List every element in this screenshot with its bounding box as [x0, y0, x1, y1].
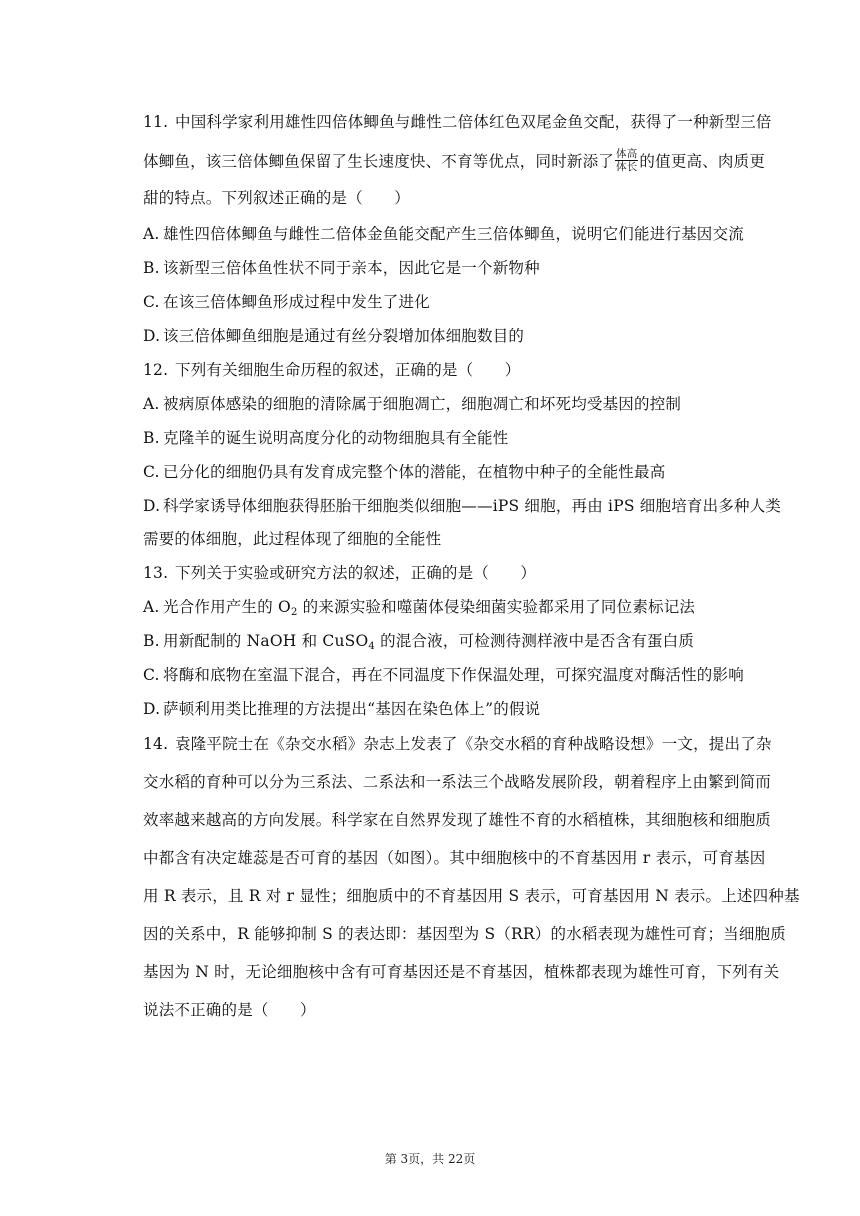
- q11-option-b: [143, 258, 753, 278]
- q14-text: 袁隆平院士在《杂交水稻》杂志上发表了《杂交水稻的育种战略设想》一文，提出了杂: [175, 735, 772, 753]
- subscript: 4: [368, 641, 375, 652]
- q12-option-d-continued: 需要的体细胞，此过程体现了细胞的全能性: [143, 530, 442, 548]
- q14-line-6: 因的关系中，R 能够抑制 S 的表达即：基因型为 S（RR）的水稻表现为雄性可育；当细胞质: [143, 925, 786, 943]
- q13-option-a: [143, 597, 753, 617]
- q12-number: 12.: [143, 361, 169, 379]
- option-letter: A.: [143, 225, 160, 243]
- q13-option-c: [143, 665, 753, 685]
- option-letter: B.: [143, 632, 160, 650]
- q11-number: 11.: [143, 113, 169, 131]
- option-letter: C.: [143, 293, 160, 311]
- q14-number: 14.: [143, 735, 169, 753]
- option-text: 该新型三倍体鱼性状不同于亲本，因此它是一个新物种: [163, 259, 540, 277]
- option-letter: A.: [143, 598, 160, 616]
- option-text: 雄性四倍体鲫鱼与雌性二倍体金鱼能交配产生三倍体鲫鱼，说明它们能进行基因交流: [163, 225, 744, 243]
- option-letter: D.: [143, 700, 161, 718]
- option-text: 已分化的细胞仍具有发育成完整个体的潜能，在植物中种子的全能性最高: [163, 463, 666, 481]
- q11-line-2: [143, 148, 766, 175]
- option-letter: D.: [143, 327, 161, 345]
- option-text: 用新配制的 NaOH 和 CuSO: [163, 632, 369, 650]
- q12-stem: [143, 360, 753, 380]
- q12-option-b: [143, 428, 753, 448]
- subscript: 2: [290, 607, 298, 618]
- q12-option-d: [143, 496, 782, 516]
- option-text: 科学家诱导体细胞获得胚胎干细胞类似细胞——iPS 细胞，再由 iPS 细胞培育出多种人类: [163, 497, 782, 515]
- q12-option-a: [143, 394, 753, 414]
- q11-option-c: [143, 292, 753, 312]
- q11-stem-text-2: 体鲫鱼，该三倍体鲫鱼保留了生长速度快、不育等优点，同时新添了: [143, 152, 615, 171]
- q13-stem: [143, 563, 753, 583]
- option-letter: C.: [143, 463, 160, 481]
- option-text: 该三倍体鲫鱼细胞是通过有丝分裂增加体细胞数目的: [163, 327, 525, 345]
- option-text: 被病原体感染的细胞的清除属于细胞凋亡，细胞凋亡和坏死均受基因的控制: [163, 395, 682, 413]
- q11-stem-text-3: 的值更高、肉质更: [639, 152, 766, 171]
- option-letter: C.: [143, 666, 160, 684]
- q14-line-1: [143, 734, 772, 754]
- q11-stem-text: 中国科学家利用雄性四倍体鲫鱼与雌性二倍体红色双尾金鱼交配，获得了一种新型三倍: [175, 113, 772, 131]
- option-text: 光合作用产生的 O: [163, 598, 291, 616]
- option-text: 在该三倍体鲫鱼形成过程中发生了进化: [163, 293, 430, 311]
- option-text: 将酶和底物在室温下混合，再在不同温度下作保温处理，可探究温度对酶活性的影响: [163, 666, 744, 684]
- q14-line-3: 效率越来越高的方向发展。科学家在自然界发现了雄性不育的水稻植株，其细胞核和细胞质: [143, 811, 772, 829]
- q13-option-b: [143, 631, 753, 651]
- q12-option-c: [143, 462, 753, 482]
- q13-number: 13.: [143, 564, 169, 582]
- q11-option-d: [143, 326, 753, 346]
- fraction-numerator: 体高: [616, 148, 638, 160]
- q14-line-5: 用 R 表示，且 R 对 r 显性；细胞质中的不育基因用 S 表示，可育基因用 N 表示。上述四种基: [143, 887, 800, 905]
- q13-option-d: [143, 699, 753, 719]
- q11-line-3: 甜的特点。下列叙述正确的是（ ）: [143, 189, 410, 207]
- option-text-cont: 的混合液，可检测待测样液中是否含有蛋白质: [374, 632, 695, 650]
- fraction-denominator: 体长: [616, 161, 638, 173]
- option-letter: D.: [143, 497, 161, 515]
- q11-line-1: [143, 112, 772, 132]
- fraction-height-over-length: [615, 148, 638, 173]
- q14-line-2: 交水稻的育种可以分为三系法、二系法和一系法三个战略发展阶段，朝着程序上由繁到简而: [143, 773, 772, 791]
- q14-line-4: 中都含有决定雄蕊是否可育的基因（如图）。其中细胞核中的不育基因用 r 表示，可育基因: [143, 849, 766, 867]
- option-letter: A.: [143, 395, 160, 413]
- option-text-cont: 的来源实验和噬菌体侵染细菌实验都采用了同位素标记法: [297, 598, 696, 616]
- option-letter: B.: [143, 429, 160, 447]
- q12-stem-text: 下列有关细胞生命历程的叙述，正确的是（ ）: [175, 361, 521, 379]
- option-text: 萨顿利用类比推理的方法提出“基因在染色体上”的假说: [163, 700, 541, 718]
- option-letter: B.: [143, 259, 160, 277]
- q14-line-8: 说法不正确的是（ ）: [143, 1001, 316, 1019]
- page-footer: 第 3页，共 22页: [384, 1152, 476, 1166]
- q14-line-7: 基因为 N 时，无论细胞核中含有可育基因还是不育基因，植株都表现为雄性可育，下列有关: [143, 963, 780, 981]
- q13-stem-text: 下列关于实验或研究方法的叙述，正确的是（ ）: [175, 564, 537, 582]
- option-text: 克隆羊的诞生说明高度分化的动物细胞具有全能性: [163, 429, 509, 447]
- q11-option-a: [143, 224, 753, 244]
